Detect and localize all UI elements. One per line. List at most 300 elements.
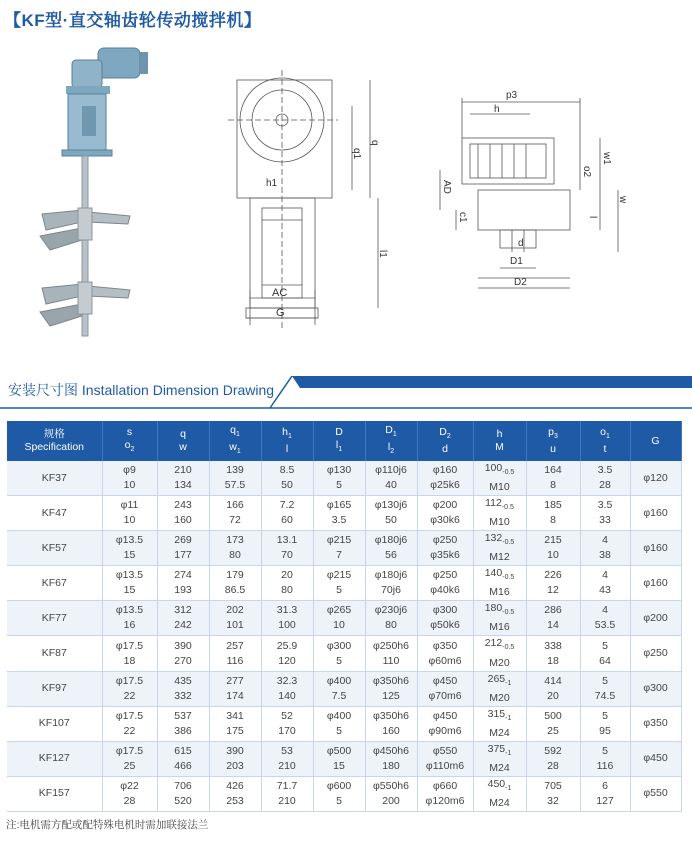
cell-value-l2: 180: [382, 759, 400, 772]
cell-h: [473, 671, 526, 706]
header-top: $q_1$: [230, 423, 240, 438]
cell-value-l: 100: [278, 619, 296, 632]
spec-cell: KF37: [7, 461, 102, 496]
cell-value-o2: 10: [123, 514, 136, 527]
cell-s: [102, 531, 157, 566]
cell-q1: [209, 496, 261, 531]
cell-value-D2: φ350: [432, 639, 458, 652]
label-h: h: [494, 104, 500, 115]
cell-value-l1: 7.5: [331, 689, 347, 702]
header-top: 规格: [43, 428, 65, 440]
cell-value-l1: 5: [336, 654, 342, 667]
cell-value-h: $132_{-0.5}$: [484, 532, 515, 547]
header-top: $h_1$: [282, 425, 292, 441]
cell-value-o2: 16: [123, 619, 136, 632]
cell-value-u: 10: [547, 549, 559, 562]
table-header-10: [580, 421, 630, 461]
cell-value-w1: 57.5: [224, 479, 246, 492]
cell-value-w: 466: [174, 759, 192, 772]
cell-p3: [526, 531, 580, 566]
cell-value-D: φ130: [326, 464, 352, 477]
cell-value-h1: 32.3: [276, 674, 298, 687]
cell-value-q1: 390: [226, 744, 244, 757]
cell-o1: [580, 671, 630, 706]
cell-h: [473, 531, 526, 566]
header-bottom: Specification: [24, 441, 85, 453]
cell-value-D1: φ180j6: [374, 569, 408, 582]
cell-value-p3: 185: [544, 499, 562, 512]
cell-value-D2: φ660: [432, 779, 458, 792]
cell-value-h1: 7.2: [279, 499, 295, 512]
cell-q1: [209, 776, 261, 811]
cell-s: [102, 601, 157, 636]
label-G: G: [276, 307, 285, 319]
cell-value-D: φ265: [326, 604, 352, 617]
cell-value-q: 706: [174, 779, 192, 792]
section-title: 安装尺寸图 Installation Dimension Drawing: [8, 382, 275, 398]
cell-h1: [261, 636, 313, 671]
cell-value-l1: 3.5: [331, 514, 347, 527]
cell-q1: [209, 566, 261, 601]
table-header-5: [313, 421, 365, 461]
label-q1: q1: [351, 148, 362, 160]
cell-value-t: 116: [596, 759, 614, 772]
cell-h1: [261, 706, 313, 741]
cell-q1: [209, 531, 261, 566]
cell-D1: [365, 461, 417, 496]
cell-value-M: M20: [489, 656, 510, 669]
header-bottom: t: [603, 443, 607, 456]
table-body: [7, 461, 681, 811]
cell-value-u: 14: [547, 619, 559, 632]
cell-value-d: φ90m6: [428, 724, 462, 737]
cell-value-p3: 705: [544, 779, 562, 792]
cell-D1: [365, 531, 417, 566]
cell-s: [102, 706, 157, 741]
cell-G: φ160: [630, 566, 681, 601]
cell-value-o1: 3.5: [597, 464, 613, 477]
cell-value-u: 25: [547, 724, 559, 737]
cell-value-h1: 71.7: [276, 779, 298, 792]
header-top: $p_3$: [548, 425, 558, 441]
cell-value-o2: 15: [123, 549, 136, 562]
table-header-3: [209, 421, 261, 461]
cell-value-h: $112_{-0.5}$: [485, 497, 514, 512]
cell-value-l: 60: [281, 514, 293, 527]
table-row: [7, 496, 681, 531]
cell-G: φ160: [630, 531, 681, 566]
cell-value-o2: 10: [123, 479, 136, 492]
cell-q: [157, 461, 209, 496]
cell-value-l: 120: [278, 654, 296, 667]
cell-p3: [526, 706, 580, 741]
cell-value-l: 140: [278, 689, 296, 702]
cell-h: [473, 636, 526, 671]
cell-value-q: 615: [174, 744, 192, 757]
cell-value-w: 520: [174, 794, 192, 807]
cell-h1: [261, 741, 313, 776]
cell-h: [473, 776, 526, 811]
cell-D2: [417, 601, 473, 636]
cell-value-p3: 592: [544, 744, 562, 757]
cell-value-q1: 202: [226, 604, 244, 617]
cell-p3: [526, 741, 580, 776]
cell-value-u: 8: [550, 479, 556, 492]
cell-D1: [365, 741, 417, 776]
cell-p3: [526, 671, 580, 706]
cell-value-h1: 13.1: [276, 534, 298, 547]
cell-D: [313, 636, 365, 671]
cell-value-p3: 500: [544, 709, 562, 722]
spec-cell: KF97: [7, 671, 102, 706]
spec-cell: KF57: [7, 531, 102, 566]
cell-value-w: 332: [174, 689, 192, 702]
cell-value-u: 20: [547, 689, 559, 702]
cell-D: [313, 566, 365, 601]
cell-D1: [365, 566, 417, 601]
cell-s: [102, 636, 157, 671]
cell-value-D: φ500: [326, 744, 352, 757]
cell-value-w1: 175: [226, 724, 244, 737]
cell-value-q1: 139: [226, 464, 244, 477]
cell-value-l2: 200: [382, 794, 400, 807]
cell-value-u: 8: [550, 514, 556, 527]
cell-value-D: φ215: [326, 569, 352, 582]
cell-q: [157, 671, 209, 706]
cell-value-q1: 257: [226, 639, 244, 652]
cell-value-l2: 56: [385, 549, 397, 562]
cell-value-h1: 20: [281, 569, 293, 582]
cell-value-q1: 173: [226, 534, 244, 547]
cell-value-h1: 53: [281, 744, 293, 757]
cell-q1: [209, 636, 261, 671]
cell-value-d: φ110m6: [425, 759, 465, 772]
cell-value-p3: 414: [544, 674, 562, 687]
cell-value-q1: 179: [226, 569, 244, 582]
cell-value-p3: 338: [544, 639, 562, 652]
cell-value-o1: 4: [602, 534, 608, 547]
cell-value-D2: φ250: [432, 569, 458, 582]
cell-p3: [526, 636, 580, 671]
cell-value-q1: 277: [226, 674, 244, 687]
spec-cell: KF67: [7, 566, 102, 601]
cell-value-D: φ165: [326, 499, 352, 512]
cell-value-w: 242: [174, 619, 192, 632]
cell-value-M: M10: [489, 516, 510, 529]
cell-D2: [417, 461, 473, 496]
cell-s: [102, 741, 157, 776]
header-bottom: $l_1$: [335, 438, 343, 454]
cell-h1: [261, 671, 313, 706]
cell-value-M: M12: [489, 551, 510, 564]
cell-h: [473, 461, 526, 496]
cell-value-d: φ30k6: [430, 514, 460, 527]
cell-value-h: $265_{-1}$: [487, 672, 512, 687]
table-row: [7, 706, 681, 741]
cell-s: [102, 671, 157, 706]
cell-o1: [580, 496, 630, 531]
cell-value-l2: 110: [382, 654, 400, 667]
drawings: [0, 40, 692, 360]
cell-value-o1: 5: [602, 709, 608, 722]
cell-o1: [580, 706, 630, 741]
cell-value-D: φ215: [326, 534, 352, 547]
cell-value-o1: 5: [602, 744, 608, 757]
cell-value-w1: 72: [229, 514, 241, 527]
cell-value-t: 33: [599, 514, 611, 527]
cell-D1: [365, 636, 417, 671]
footnote: 注:电机需方配或配特殊电机时需加联接法兰: [6, 819, 209, 831]
header-bottom: w: [179, 441, 187, 453]
table-row: [7, 461, 681, 496]
table-header-1: [102, 421, 157, 461]
cell-value-h1: 31.3: [276, 604, 298, 617]
spec-cell: KF47: [7, 496, 102, 531]
label-d: d: [518, 238, 524, 249]
cell-h1: [261, 531, 313, 566]
cell-D1: [365, 496, 417, 531]
cell-value-l: 80: [281, 584, 293, 597]
header-bottom: l: [285, 443, 289, 456]
cell-value-t: 43: [599, 584, 611, 597]
cell-D1: [365, 601, 417, 636]
cell-value-D2: φ550: [432, 744, 458, 757]
cell-o1: [580, 601, 630, 636]
cell-D2: [417, 496, 473, 531]
cell-value-d: φ40k6: [430, 584, 460, 597]
cell-G: φ300: [630, 671, 681, 706]
label-D1: D1: [510, 256, 523, 267]
cell-value-s: φ13.5: [115, 604, 144, 617]
cell-value-h1: 25.9: [276, 639, 298, 652]
cell-value-t: 28: [599, 479, 611, 492]
spec-cell: KF127: [7, 741, 102, 776]
cell-o1: [580, 636, 630, 671]
table-header-8: [473, 421, 526, 461]
cell-value-D2: φ300: [432, 604, 458, 617]
cell-value-D1: φ250h6: [372, 639, 409, 652]
cell-value-q: 435: [174, 674, 192, 687]
label-AD: AD: [441, 180, 452, 194]
cell-G: φ550: [630, 776, 681, 811]
cell-value-D1: φ130j6: [374, 499, 408, 512]
cell-D: [313, 531, 365, 566]
cell-q: [157, 566, 209, 601]
cell-p3: [526, 776, 580, 811]
cell-value-w1: 203: [226, 759, 244, 772]
cell-value-w1: 253: [226, 794, 244, 807]
cell-value-q: 210: [174, 464, 192, 477]
mixer-photo: [40, 48, 148, 336]
cell-D2: [417, 636, 473, 671]
cell-value-w: 386: [174, 724, 192, 737]
table-row: [7, 531, 681, 566]
cell-D: [313, 601, 365, 636]
cell-value-q: 390: [174, 639, 192, 652]
cell-h: [473, 496, 526, 531]
cell-D2: [417, 776, 473, 811]
cell-value-l1: 5: [336, 794, 342, 807]
cell-o1: [580, 566, 630, 601]
cell-value-M: M10: [489, 481, 510, 494]
header-top: D: [335, 425, 343, 438]
cell-value-d: φ25k6: [430, 479, 460, 492]
page-title: 【KF型·直交轴齿轮传动搅拌机】: [4, 11, 262, 30]
label-l: l: [587, 216, 598, 219]
cell-value-l2: 80: [385, 619, 397, 632]
table-header-0: [7, 421, 102, 461]
cell-value-l1: 5: [336, 479, 342, 492]
table-row: [7, 566, 681, 601]
cell-value-w1: 86.5: [224, 584, 246, 597]
cell-value-q: 312: [174, 604, 192, 617]
cell-value-M: M24: [489, 761, 510, 774]
label-w: w: [617, 196, 628, 204]
cell-D: [313, 776, 365, 811]
cell-value-p3: 226: [544, 569, 562, 582]
cell-value-h: $180_{-0.5}$: [484, 602, 515, 617]
header-bottom: $l_2$: [387, 441, 395, 456]
cell-value-h: $450_{-1}$: [487, 777, 512, 792]
cell-value-d: φ60m6: [428, 654, 462, 667]
cell-value-l2: 50: [385, 514, 397, 527]
spec-cell: KF87: [7, 636, 102, 671]
cell-G: φ200: [630, 601, 681, 636]
cell-G: φ250: [630, 636, 681, 671]
cell-q: [157, 531, 209, 566]
cell-value-D2: φ160: [432, 464, 458, 477]
cell-value-t: 53.5: [594, 619, 616, 632]
cell-D2: [417, 741, 473, 776]
cell-p3: [526, 496, 580, 531]
cell-value-l2: 40: [385, 479, 397, 492]
cell-value-l2: 70j6: [381, 584, 401, 597]
cell-value-o1: 5: [602, 639, 608, 652]
cell-value-s: φ17.5: [115, 744, 144, 757]
cell-s: [102, 776, 157, 811]
cell-value-o2: 28: [123, 794, 136, 807]
cell-G: φ120: [630, 461, 681, 496]
table-header-row: [7, 421, 681, 461]
dimension-table: [7, 421, 682, 812]
cell-value-l2: 160: [382, 724, 400, 737]
cell-value-u: 12: [547, 584, 559, 597]
cell-value-w1: 116: [226, 654, 244, 667]
cell-D2: [417, 706, 473, 741]
cell-value-D: φ600: [326, 779, 352, 792]
cell-h1: [261, 566, 313, 601]
cell-q1: [209, 601, 261, 636]
label-c1: c1: [457, 212, 468, 223]
table-row: [7, 671, 681, 706]
cell-G: φ160: [630, 496, 681, 531]
cell-value-h: $315_{-1}$: [487, 707, 512, 722]
cell-value-u: 32: [547, 794, 559, 807]
cell-value-s: φ22: [120, 779, 139, 792]
cell-value-h1: 8.5: [279, 464, 295, 477]
cell-value-D2: φ450: [432, 674, 458, 687]
cell-p3: [526, 566, 580, 601]
cell-value-o2: 22: [123, 724, 136, 737]
cell-value-D1: φ550h6: [372, 779, 409, 792]
cell-value-l1: 15: [333, 759, 345, 772]
cell-value-p3: 164: [544, 464, 562, 477]
cell-value-l1: 10: [333, 619, 345, 632]
cell-h: [473, 741, 526, 776]
spec-cell: KF157: [7, 776, 102, 811]
cell-o1: [580, 531, 630, 566]
cell-value-u: 28: [547, 759, 559, 772]
cell-value-l1: 5: [336, 584, 342, 597]
cell-value-d: φ50k6: [430, 619, 460, 632]
cell-q1: [209, 461, 261, 496]
table-row: [7, 741, 681, 776]
cell-h: [473, 706, 526, 741]
cell-value-u: 18: [547, 654, 559, 667]
cell-value-o2: 18: [123, 654, 136, 667]
cell-D1: [365, 706, 417, 741]
cell-p3: [526, 461, 580, 496]
cell-value-l2: 125: [382, 689, 400, 702]
header-top: q: [180, 428, 186, 440]
cell-value-o1: 4: [602, 569, 608, 582]
cell-value-s: φ17.5: [115, 639, 144, 652]
cell-G: φ450: [630, 741, 681, 776]
cell-s: [102, 461, 157, 496]
cell-q: [157, 601, 209, 636]
cell-value-q: 243: [174, 499, 192, 512]
cell-s: [102, 566, 157, 601]
cell-value-M: M16: [489, 586, 510, 599]
cell-q: [157, 636, 209, 671]
cell-value-w: 160: [174, 514, 192, 527]
cell-value-l1: 7: [336, 549, 342, 562]
cell-D2: [417, 566, 473, 601]
cell-value-D1: φ350h6: [372, 709, 409, 722]
cell-value-o2: 25: [123, 759, 136, 772]
label-AC: AC: [272, 287, 288, 299]
table-header-9: [526, 421, 580, 461]
cell-value-q1: 341: [226, 709, 244, 722]
cell-value-p3: 286: [544, 604, 562, 617]
header-bottom: d: [442, 443, 448, 456]
cell-value-d: φ120m6: [425, 794, 465, 807]
cell-value-s: φ9: [123, 464, 136, 477]
cell-q1: [209, 671, 261, 706]
table-row: [7, 636, 681, 671]
cell-value-D: φ400: [326, 709, 352, 722]
cell-value-D2: φ200: [432, 499, 458, 512]
header-bottom: M: [495, 441, 504, 453]
cell-value-o1: 5: [602, 674, 608, 687]
spec-cell: KF77: [7, 601, 102, 636]
cell-value-l: 210: [278, 794, 296, 807]
header-bottom: $w_1$: [229, 441, 241, 456]
cell-value-h: $212_{-0.5}$: [484, 637, 515, 652]
cell-value-w: 270: [174, 654, 192, 667]
cell-value-d: φ35k6: [430, 549, 460, 562]
header-top: $o_1$: [600, 425, 610, 441]
cell-o1: [580, 776, 630, 811]
cell-value-d: φ70m6: [428, 689, 462, 702]
table-header-4: [261, 421, 313, 461]
label-w1: w1: [601, 152, 612, 165]
table-header-2: [157, 421, 209, 461]
cell-D: [313, 741, 365, 776]
cell-value-o2: 15: [123, 584, 136, 597]
cell-value-s: φ11: [120, 499, 139, 512]
cell-value-D2: φ250: [432, 534, 458, 547]
